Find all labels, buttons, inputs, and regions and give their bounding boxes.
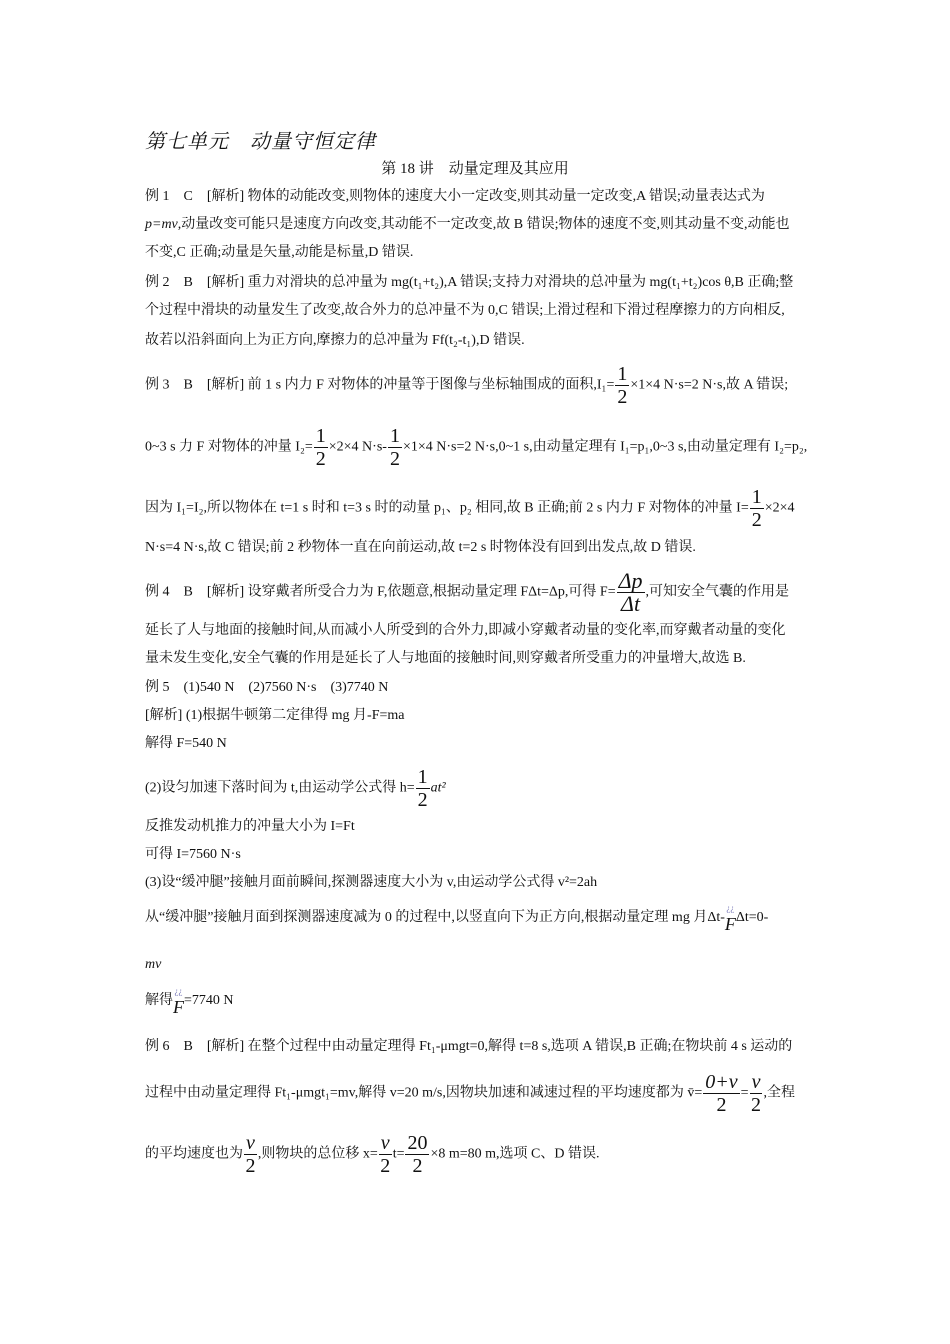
lecture-title: 第 18 讲 动量定理及其应用: [381, 161, 569, 177]
ex5-line1: [解析] (1)根据牛顿第二定律得 mg 月-F=ma: [145, 708, 405, 723]
fraction-dp-dt: $\frac{\Delta p}{\Delta t}$: [618, 568, 643, 616]
fraction-0-plus-v-over-2: $\frac{0+v}{2}$: [705, 1071, 738, 1116]
ex5-header: 例 5 (1)540 N (2)7560 N·s (3)7740 N: [145, 680, 389, 695]
ex1-line2: p=mv,动量改变可能只是速度方向改变,其动能不一定改变,故 B 错误;物体的速度不变,则其动量不变,动能也: [145, 217, 790, 232]
ex4-line2: 延长了人与地面的接触时间,从而减小人所受到的合外力,即减小穿戴者动量的变化率,而穿戴者动量的变化: [145, 623, 786, 638]
fraction-v-over-2: $\frac{v}{2}$: [380, 1132, 391, 1177]
ex2-line2: 个过程中滑块的动量发生了改变,故合外力的总冲量不为 0,C 错误;上滑过程和下滑过程摩擦力的方向相反,: [145, 303, 785, 318]
garbled-symbol: ¿¿ F: [724, 903, 736, 934]
fraction-half: $\frac{1}{2}$: [315, 425, 326, 470]
ex1-line1: 例 1 C [解析] 物体的动能改变,则物体的速度大小一定改变,则其动量一定改变,A 错误;动量表达式为: [145, 189, 765, 204]
ex5-line3: (2)设匀加速下落时间为 t,由运动学公式得 h= $\frac{1}{2}$ at²: [145, 766, 446, 811]
ex5-line9: 解得 ¿¿ F =7740 N: [145, 986, 234, 1017]
ex2-line1: 例 2 B [解析] 重力对滑块的总冲量为 mg(t₁+t₂),A 错误;支持力对滑块的总冲量为 mg(t₁+t₂)cos θ,B 正确;整: [145, 275, 794, 290]
ex3-line2: 0~3 s 力 F 对物体的冲量 I₂= $\frac{1}{2}$ ×2×4 N·s- $\frac{1}{2}$ ×1×4 N·s=2 N·s,0~1 s,由动量定理有 I₁=p₁,0~3 s,由动量定理有 I₂=p₂,: [145, 425, 808, 470]
ex1-formula: p=mv: [145, 217, 178, 232]
ex4-line1: 例 4 B [解析] 设穿戴者所受合力为 F,依题意,根据动量定理 FΔt=Δp,可得 F= $\frac{\Delta p}{\Delta t}$ ,可知安全气囊的作用是: [145, 568, 790, 616]
ex5-line7: 从“缓冲腿”接触月面到探测器速度减为 0 的过程中,以竖直向下为正方向,根据动量定理 mg 月Δt- ¿¿ F Δt=0-: [145, 903, 769, 934]
ex4-line3: 量未发生变化,安全气囊的作用是延长了人与地面的接触时间,则穿戴者所受重力的冲量增大,故选 B.: [145, 651, 746, 666]
unit-title: 第七单元 动量守恒定律: [145, 131, 376, 153]
ex5-line5: 可得 I=7560 N·s: [145, 847, 241, 862]
ex3-line4: N·s=4 N·s,故 C 错误;前 2 秒物体一直在向前运动,故 t=2 s 时物体没有回到出发点,故 D 错误.: [145, 540, 696, 555]
ex5-line2: 解得 F=540 N: [145, 736, 227, 751]
fraction-half: $\frac{1}{2}$: [617, 363, 628, 408]
ex6-line3: 的平均速度也为 $\frac{v}{2}$ ,则物块的总位移 x= $\frac{v}{2}$ t= $\frac{20}{2}$ ×8 m=80 m,选项 C、D 错误.: [145, 1132, 600, 1177]
ex2-line3: 故若以沿斜面向上为正方向,摩擦力的总冲量为 Ff(t₂-t₁),D 错误.: [145, 333, 525, 348]
fraction-v-over-2: $\frac{v}{2}$: [245, 1132, 256, 1177]
fraction-v-over-2: $\frac{v}{2}$: [751, 1071, 761, 1116]
ex1-line3: 不变,C 正确;动量是矢量,动能是标量,D 错误.: [145, 245, 414, 260]
fraction-20-over-2: $\frac{20}{2}$: [407, 1132, 428, 1177]
ex5-line6: (3)设“缓冲腿”接触月面前瞬间,探测器速度大小为 v,由运动学公式得 v²=2ah: [145, 875, 598, 890]
ex5-line8: mv: [145, 957, 162, 972]
fraction-half: $\frac{1}{2}$: [389, 425, 400, 470]
fraction-half: $\frac{1}{2}$: [751, 486, 762, 531]
fraction-half: $\frac{1}{2}$: [417, 766, 428, 811]
garbled-symbol: ¿¿ F: [173, 986, 184, 1017]
ex3-line3: 因为 I₁=I₂,所以物体在 t=1 s 时和 t=3 s 时的动量 p₁、p₂ 相同,故 B 正确;前 2 s 内力 F 对物体的冲量 I= $\frac{1}{2}$ ×2×4: [145, 486, 795, 531]
ex6-line2: 过程中由动量定理得 Ft₁-μmgt₁=mv,解得 v=20 m/s,因物块加速和减速过程的平均速度都为 v̄= $\frac{0+v}{2}$ = $\frac{v}{2}$ ,全程: [145, 1071, 795, 1116]
ex5-line4: 反推发动机推力的冲量大小为 I=Ft: [145, 819, 355, 834]
ex6-line1: 例 6 B [解析] 在整个过程中由动量定理得 Ft₁-μmgt=0,解得 t=8 s,选项 A 错误,B 正确;在物块前 4 s 运动的: [145, 1039, 793, 1054]
ex3-line1: 例 3 B [解析] 前 1 s 内力 F 对物体的冲量等于图像与坐标轴围成的面积,I₁= $\frac{1}{2}$ ×1×4 N·s=2 N·s,故 A 错误;: [145, 363, 789, 408]
